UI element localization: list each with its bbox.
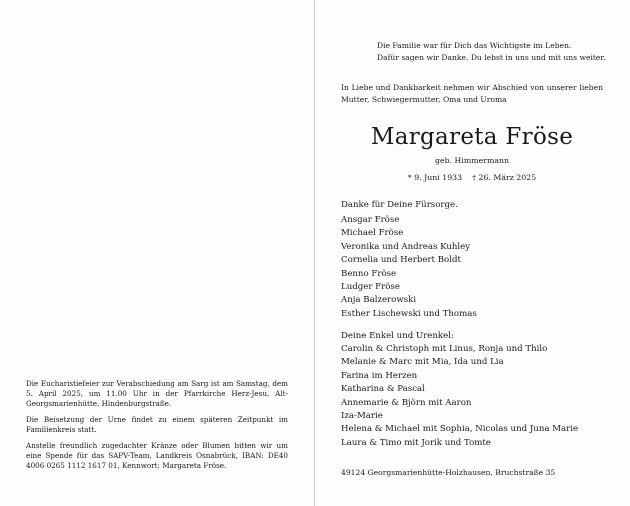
memorial-quote (377, 40, 607, 64)
death-date: † 26. März 2025 (472, 173, 537, 182)
quote-line: Dafür sagen wir Danke. Du lebst in uns und mit uns weiter. (377, 53, 606, 62)
grandchild-entry: Farina im Herzen (341, 370, 418, 381)
family-member: Veronika und Andreas Kuhley (341, 241, 471, 252)
family-address: 49124 Georgsmarienhütte-Holzhausen, Bruchstraße 35 (341, 468, 556, 477)
grandchild-entry: Katharina & Pascal (341, 384, 425, 395)
maiden-name: geb. Himmermann (434, 156, 510, 165)
service-information (26, 379, 288, 477)
family-member: Ludger Fröse (341, 282, 400, 293)
family-member: Michael Fröse (341, 228, 404, 239)
family-member: Ansgar Fröse (341, 215, 400, 225)
service-paragraph: Die Eucharistiefeier zur Verabschiedung am Sarg ist am Samstag, dem 5. April 2025, um 11.00 Uhr in der Pfarrkirche Herz-Jesu, Alt-Georgsmarienhütte, Hindenburgstraße. (26, 379, 288, 408)
donation-paragraph: Anstelle freundlich zugedachter Kränze oder Blumen bitten wir um eine Spende für das SAPV-Team, Landkreis Osnabrück, IBAN: DE40 4006 0265 1112 1617 01, Kennwort: Margareta Fröse. (26, 441, 288, 470)
family-member: Anja Balzerowski (341, 295, 417, 306)
family-member: Cornelia und Herbert Boldt (341, 255, 461, 266)
grandchild-entry: Iza-Marie (341, 411, 383, 422)
family-list (341, 214, 611, 321)
birth-date: * 9. Juni 1933 (407, 173, 463, 182)
thanks-line: Danke für Deine Fürsorge. (341, 200, 458, 210)
grandchildren-heading: Deine Enkel und Urenkel: (341, 331, 454, 341)
life-dates (316, 172, 628, 183)
page-fold-divider (314, 0, 315, 506)
grandchild-entry: Melanie & Marc mit Mia, Ida und Lia (341, 357, 504, 368)
farewell-intro: In Liebe und Dankbarkeit nehmen wir Abschied von unserer lieben Mutter, Schwiegermutter, Oma und Uroma (341, 83, 603, 104)
grandchild-entry: Helena & Michael mit Sophia, Nicolas und Juna Marie (341, 424, 579, 435)
quote-line: Die Familie war für Dich das Wichtigste im Leben. (377, 41, 572, 50)
burial-paragraph: Die Beisetzung der Urne findet zu einem späteren Zeitpunkt im Familienkreis statt. (26, 415, 288, 434)
family-member: Esther Lischewski und Thomas (341, 308, 477, 319)
family-member: Benno Fröse (341, 268, 397, 279)
grandchild-entry: Carolin & Christoph mit Linus, Ronja und Thilo (341, 344, 548, 354)
deceased-name: Margareta Fröse (370, 124, 574, 150)
grandchild-entry: Laura & Timo mit Jorik und Tomte (341, 437, 491, 448)
grandchildren-list (341, 343, 621, 450)
grandchild-entry: Annemarie & Björn mit Aaron (341, 397, 472, 408)
